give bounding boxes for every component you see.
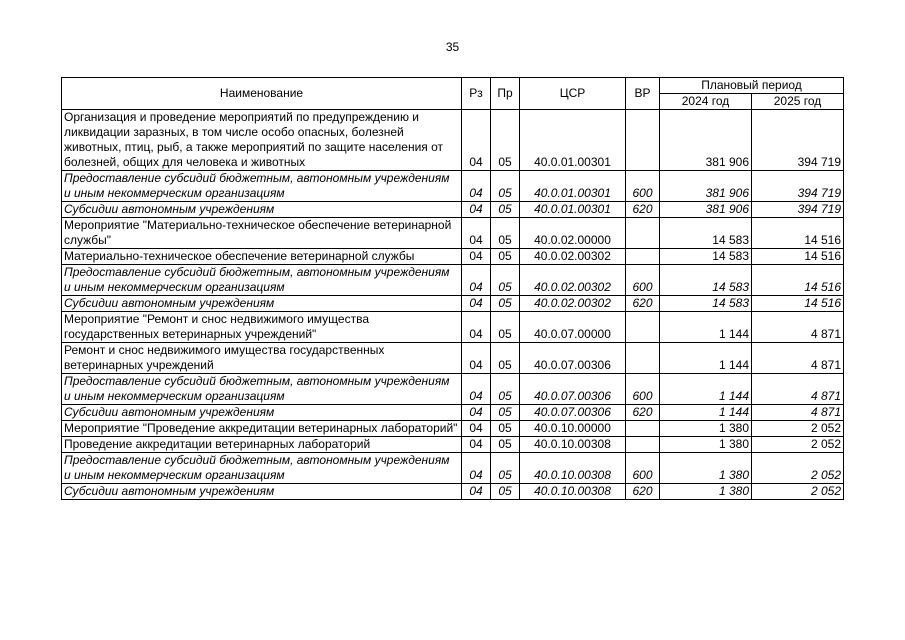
row-value-2025: 394 719 [752,110,844,171]
row-value-2025: 2 052 [752,453,844,484]
row-pr: 05 [491,218,520,249]
row-csr: 40.0.07.00306 [520,343,626,374]
table-row [62,312,844,343]
row-name: Материально-техническое обеспечение ветеринарной службы [62,249,462,265]
row-vr [626,249,660,265]
row-value-2025: 4 871 [752,343,844,374]
row-value-2024: 381 906 [660,110,752,171]
row-pr: 05 [491,249,520,265]
row-name: Мероприятие "Проведение аккредитации ветеринарных лабораторий" [62,421,462,437]
row-value-2024: 1 380 [660,437,752,453]
row-vr [626,343,660,374]
row-csr: 40.0.01.00301 [520,110,626,171]
row-csr: 40.0.02.00302 [520,296,626,312]
row-rz: 04 [462,343,491,374]
row-value-2025: 4 871 [752,312,844,343]
row-value-2025: 394 719 [752,171,844,202]
row-name: Субсидии автономным учреждениям [62,296,462,312]
row-value-2024: 14 583 [660,218,752,249]
row-value-2024: 1 144 [660,343,752,374]
row-csr: 40.0.10.00308 [520,453,626,484]
row-name: Предоставление субсидий бюджетным, автономным учреждениям и иным некоммерческим организациям [62,453,462,484]
row-pr: 05 [491,312,520,343]
row-value-2024: 14 583 [660,296,752,312]
row-pr: 05 [491,484,520,500]
row-vr: 620 [626,296,660,312]
table-row [62,296,844,312]
table-row [62,453,844,484]
row-vr: 620 [626,405,660,421]
row-csr: 40.0.01.00301 [520,202,626,218]
row-rz: 04 [462,110,491,171]
row-name: Мероприятие "Ремонт и снос недвижимого имущества государственных ветеринарных учреждений" [62,312,462,343]
row-rz: 04 [462,218,491,249]
header-year-2024: 2024 год [660,94,752,110]
row-rz: 04 [462,437,491,453]
row-vr: 600 [626,453,660,484]
row-name: Субсидии автономным учреждениям [62,202,462,218]
row-pr: 05 [491,296,520,312]
row-value-2024: 14 583 [660,249,752,265]
row-vr: 620 [626,202,660,218]
table-row [62,218,844,249]
row-pr: 05 [491,405,520,421]
row-name: Ремонт и снос недвижимого имущества государственных ветеринарных учреждений [62,343,462,374]
row-name: Предоставление субсидий бюджетным, автономным учреждениям и иным некоммерческим организациям [62,171,462,202]
row-name: Проведение аккредитации ветеринарных лабораторий [62,437,462,453]
row-pr: 05 [491,171,520,202]
row-pr: 05 [491,202,520,218]
table-row [62,249,844,265]
row-vr: 600 [626,265,660,296]
row-rz: 04 [462,421,491,437]
budget-table [61,77,844,500]
row-rz: 04 [462,312,491,343]
row-csr: 40.0.10.00308 [520,437,626,453]
row-csr: 40.0.07.00306 [520,374,626,405]
row-pr: 05 [491,343,520,374]
row-vr [626,421,660,437]
row-vr: 600 [626,171,660,202]
row-value-2025: 4 871 [752,405,844,421]
row-rz: 04 [462,171,491,202]
row-value-2025: 14 516 [752,296,844,312]
row-csr: 40.0.01.00301 [520,171,626,202]
row-csr: 40.0.02.00302 [520,249,626,265]
row-pr: 05 [491,110,520,171]
row-csr: 40.0.07.00306 [520,405,626,421]
row-csr: 40.0.02.00302 [520,265,626,296]
row-name: Предоставление субсидий бюджетным, автономным учреждениям и иным некоммерческим организациям [62,374,462,405]
row-vr: 600 [626,374,660,405]
row-csr: 40.0.07.00000 [520,312,626,343]
table-row [62,171,844,202]
row-value-2025: 14 516 [752,218,844,249]
row-value-2024: 1 144 [660,312,752,343]
row-value-2025: 14 516 [752,265,844,296]
table-row [62,202,844,218]
header-year-2025: 2025 год [752,94,844,110]
header-pr: Пр [491,78,520,110]
header-rz: Рз [462,78,491,110]
row-name: Субсидии автономным учреждениям [62,484,462,500]
row-vr [626,110,660,171]
row-value-2024: 1 144 [660,405,752,421]
row-value-2025: 2 052 [752,421,844,437]
row-name: Мероприятие "Материально-техническое обеспечение ветеринарной службы" [62,218,462,249]
row-pr: 05 [491,437,520,453]
row-rz: 04 [462,484,491,500]
row-value-2024: 1 380 [660,421,752,437]
row-name: Субсидии автономным учреждениям [62,405,462,421]
row-pr: 05 [491,421,520,437]
row-vr [626,437,660,453]
row-rz: 04 [462,374,491,405]
row-pr: 05 [491,374,520,405]
table-row [62,265,844,296]
table-row [62,343,844,374]
table-row [62,374,844,405]
header-planned-period: Плановый период [660,78,844,94]
row-csr: 40.0.10.00000 [520,421,626,437]
row-value-2024: 14 583 [660,265,752,296]
row-vr [626,312,660,343]
header-name: Наименование [62,78,462,110]
table-row [62,405,844,421]
table-row [62,484,844,500]
row-rz: 04 [462,249,491,265]
row-value-2024: 381 906 [660,202,752,218]
table-row [62,437,844,453]
row-value-2024: 1 380 [660,453,752,484]
row-name: Организация и проведение мероприятий по предупреждению и ликвидации заразных, в том числе особо опасных, болезней животных, птиц, рыб, а также мероприятий по защите населения от болезней, общих для человека и животных [62,110,462,171]
row-rz: 04 [462,453,491,484]
row-value-2025: 4 871 [752,374,844,405]
table-row [62,110,844,171]
row-pr: 05 [491,265,520,296]
row-value-2025: 14 516 [752,249,844,265]
row-value-2024: 381 906 [660,171,752,202]
row-value-2025: 2 052 [752,484,844,500]
row-rz: 04 [462,265,491,296]
header-vr: ВР [626,78,660,110]
row-rz: 04 [462,202,491,218]
row-rz: 04 [462,405,491,421]
row-value-2025: 2 052 [752,437,844,453]
row-vr: 620 [626,484,660,500]
table-body [62,110,844,500]
row-rz: 04 [462,296,491,312]
row-pr: 05 [491,453,520,484]
row-value-2025: 394 719 [752,202,844,218]
header-csr: ЦСР [520,78,626,110]
row-csr: 40.0.10.00308 [520,484,626,500]
row-value-2024: 1 144 [660,374,752,405]
table-row [62,421,844,437]
row-csr: 40.0.02.00000 [520,218,626,249]
row-vr [626,218,660,249]
page-number: 35 [445,40,460,54]
row-name: Предоставление субсидий бюджетным, автономным учреждениям и иным некоммерческим организациям [62,265,462,296]
row-value-2024: 1 380 [660,484,752,500]
